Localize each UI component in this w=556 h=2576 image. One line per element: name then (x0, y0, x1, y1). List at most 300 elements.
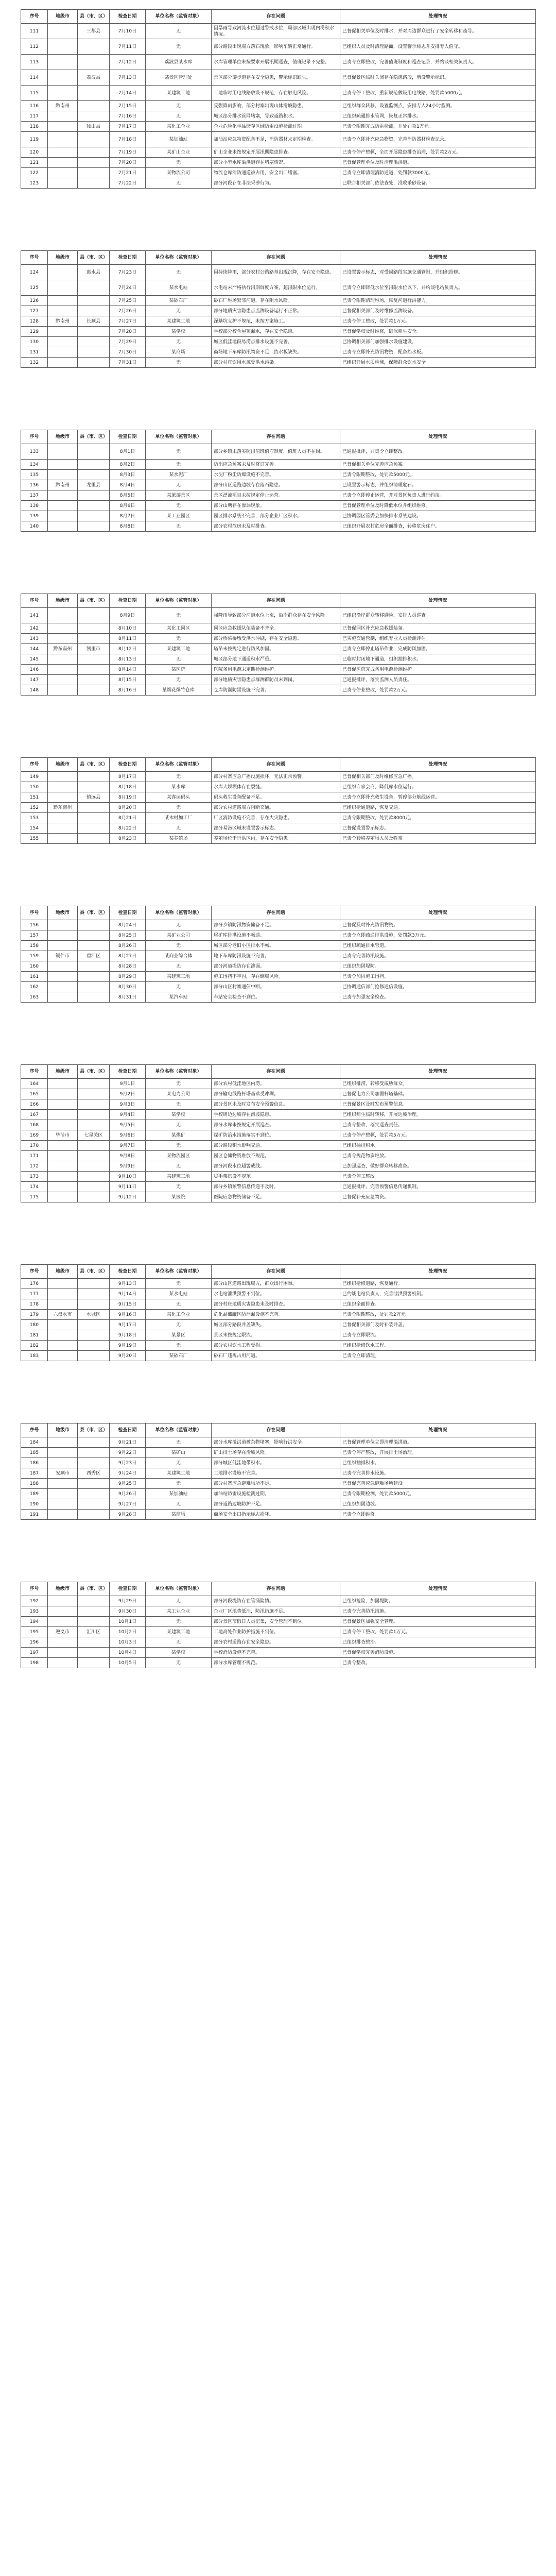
cell-city: 黔东南州 (48, 803, 78, 813)
column-header-unit: 单位名称（监管对象） (146, 906, 212, 920)
table-section (21, 1264, 535, 1361)
column-header-date: 检查日期 (110, 594, 146, 608)
table-row (21, 834, 536, 844)
cell-issue: 部分山塘存在渗漏现象。 (212, 501, 340, 511)
column-header-unit: 单位名称（监管对象） (146, 10, 212, 24)
cell-result: 已责令立即清理。 (340, 1351, 536, 1361)
cell-result: 已组织加固堤防。 (340, 961, 536, 972)
cell-county: 碧江区 (78, 951, 110, 961)
table-row (21, 265, 536, 280)
cell-issue: 因持续降雨，部分农村公路路基出现沉降，存在安全隐患。 (212, 265, 340, 280)
cell-city (48, 1330, 78, 1341)
cell-unit: 某工业企业 (146, 1606, 212, 1617)
cell-no: 154 (21, 823, 48, 834)
table-row (21, 1617, 536, 1627)
cell-date: 9月27日 (110, 1499, 146, 1510)
cell-no: 165 (21, 1089, 48, 1099)
inspection-table (21, 250, 536, 368)
cell-result: 已组织抢险，加固堤防。 (340, 1596, 536, 1606)
cell-county (78, 1182, 110, 1192)
table-row (21, 1310, 536, 1320)
table-row (21, 941, 536, 951)
table-section (21, 1064, 535, 1202)
cell-result: 已督促设置警示标志。 (340, 823, 536, 834)
cell-county (78, 823, 110, 834)
table-header-row (21, 906, 536, 920)
cell-county (78, 1192, 110, 1202)
cell-unit: 某旅游景区 (146, 490, 212, 501)
table-row (21, 823, 536, 834)
cell-result: 已责令立即补充救生设备，暂停部分航线运营。 (340, 792, 536, 803)
cell-date: 8月16日 (110, 685, 146, 696)
column-header-issue: 存在问题 (212, 906, 340, 920)
table-row (21, 1182, 536, 1192)
cell-result: 已组织师生临时转移，开展边坡治理。 (340, 1110, 536, 1120)
cell-no: 177 (21, 1289, 48, 1299)
cell-date: 8月24日 (110, 920, 146, 930)
cell-issue: 受强降雨影响，部分村寨出现山体滑坡隐患。 (212, 101, 340, 111)
cell-city (48, 634, 78, 644)
cell-city (48, 941, 78, 951)
cell-county (78, 1606, 110, 1617)
column-header-issue: 存在问题 (212, 10, 340, 24)
cell-issue: 部分农村危房未及时排查。 (212, 521, 340, 532)
cell-unit: 无 (146, 1279, 212, 1289)
column-header-unit: 单位名称（监管对象） (146, 251, 212, 265)
cell-date: 8月9日 (110, 608, 146, 623)
table-row (21, 951, 536, 961)
column-header-unit: 单位名称（监管对象） (146, 1265, 212, 1279)
cell-issue: 工地高处作业防护措施不到位。 (212, 1627, 340, 1637)
column-header-no: 序号 (21, 758, 48, 772)
table-row (21, 1596, 536, 1606)
cell-date: 7月14日 (110, 86, 146, 101)
cell-issue: 强降雨导致部分河道水位上涨，沿岸群众存在安全风险。 (212, 608, 340, 623)
cell-city (48, 772, 78, 782)
cell-issue: 深基坑支护不规范，未按方案施工。 (212, 316, 340, 327)
cell-issue: 学校部分校舍屋顶漏水，存在安全隐患。 (212, 327, 340, 337)
cell-date: 9月3日 (110, 1099, 146, 1110)
cell-no: 132 (21, 358, 48, 368)
cell-county: 凯里市 (78, 644, 110, 654)
cell-unit: 无 (146, 982, 212, 992)
cell-result: 已督促管理单位及时降低水位并组织维修。 (340, 501, 536, 511)
cell-county (78, 101, 110, 111)
cell-date: 9月18日 (110, 1330, 146, 1341)
cell-unit: 无 (146, 460, 212, 470)
cell-no: 126 (21, 296, 48, 306)
table-row (21, 122, 536, 132)
cell-date: 7月15日 (110, 101, 146, 111)
cell-city (48, 608, 78, 623)
column-header-result: 处理情况 (340, 430, 536, 444)
table-row (21, 1458, 536, 1468)
table-row (21, 1448, 536, 1458)
cell-no: 162 (21, 982, 48, 992)
inspection-table (21, 594, 536, 696)
cell-city (48, 1320, 78, 1330)
cell-date: 7月18日 (110, 132, 146, 147)
cell-no: 182 (21, 1341, 48, 1351)
cell-date: 9月13日 (110, 1279, 146, 1289)
cell-city: 安顺市 (48, 1468, 78, 1479)
cell-city (48, 1648, 78, 1658)
cell-no: 167 (21, 1110, 48, 1120)
cell-date: 8月5日 (110, 490, 146, 501)
cell-county (78, 1089, 110, 1099)
column-header-city: 地级市 (48, 758, 78, 772)
column-header-county: 县（市、区） (78, 906, 110, 920)
cell-result: 已责令限期整改，处罚款5000元。 (340, 470, 536, 480)
cell-unit: 无 (146, 675, 212, 685)
cell-county (78, 1479, 110, 1489)
cell-issue: 防汛应急预案未及时修订完善。 (212, 460, 340, 470)
cell-result: 已督促相关部门及时补装井盖。 (340, 1320, 536, 1330)
cell-issue: 加油站防雷设施检测过期。 (212, 1489, 340, 1499)
cell-issue: 部分城区低洼地带积水。 (212, 1458, 340, 1468)
cell-result: 已通报批评，落实监测人员责任。 (340, 675, 536, 685)
cell-county: 惠水县 (78, 265, 110, 280)
cell-county (78, 1110, 110, 1120)
cell-result: 已组织全面排查。 (340, 1299, 536, 1310)
column-header-county: 县（市、区） (78, 1265, 110, 1279)
column-header-date: 检查日期 (110, 906, 146, 920)
table-row (21, 1351, 536, 1361)
column-header-city: 地级市 (48, 1065, 78, 1079)
cell-no: 155 (21, 834, 48, 844)
table-row (21, 1110, 536, 1120)
cell-city (48, 1437, 78, 1448)
cell-result: 已责令停产整顿，处罚款5万元。 (340, 1130, 536, 1141)
table-row (21, 358, 536, 368)
cell-city (48, 1510, 78, 1520)
table-section (21, 250, 535, 368)
cell-no: 191 (21, 1510, 48, 1520)
cell-issue: 城区部分地下通道积水严重。 (212, 654, 340, 665)
cell-result: 已组织群众转移，设置监测点，安排专人24小时监测。 (340, 101, 536, 111)
column-header-unit: 单位名称（监管对象） (146, 594, 212, 608)
cell-county (78, 1510, 110, 1520)
cell-unit: 无 (146, 654, 212, 665)
column-header-issue: 存在问题 (212, 251, 340, 265)
cell-date: 9月9日 (110, 1161, 146, 1172)
cell-unit: 无 (146, 1099, 212, 1110)
table-row (21, 813, 536, 823)
cell-no: 187 (21, 1468, 48, 1479)
column-header-result: 处理情况 (340, 1423, 536, 1437)
cell-result: 已组织专家会商，降低库水位运行。 (340, 782, 536, 792)
cell-date: 9月8日 (110, 1151, 146, 1161)
table-row (21, 1606, 536, 1617)
inspection-table (21, 430, 536, 532)
cell-county: 水城区 (78, 1310, 110, 1320)
cell-no: 147 (21, 675, 48, 685)
column-header-unit: 单位名称（监管对象） (146, 1065, 212, 1079)
cell-issue: 施工围挡不牢固，存在倒塌风险。 (212, 972, 340, 982)
cell-date: 8月8日 (110, 521, 146, 532)
cell-unit: 无 (146, 1161, 212, 1172)
column-header-city: 地级市 (48, 251, 78, 265)
column-header-issue: 存在问题 (212, 594, 340, 608)
cell-date: 8月17日 (110, 772, 146, 782)
cell-no: 142 (21, 623, 48, 634)
cell-date: 9月24日 (110, 1468, 146, 1479)
cell-date: 8月21日 (110, 813, 146, 823)
cell-city (48, 122, 78, 132)
cell-unit: 某学校 (146, 327, 212, 337)
column-header-county: 县（市、区） (78, 1582, 110, 1596)
cell-no: 184 (21, 1437, 48, 1448)
cell-result: 已责令完善排水设施。 (340, 1468, 536, 1479)
cell-issue: 医院应急物资储备不足。 (212, 1192, 340, 1202)
table-row (21, 1161, 536, 1172)
cell-date: 9月12日 (110, 1192, 146, 1202)
cell-unit: 某水库 (146, 782, 212, 792)
table-row (21, 1279, 536, 1289)
cell-unit: 无 (146, 24, 212, 39)
cell-date: 9月2日 (110, 1089, 146, 1099)
cell-county (78, 1351, 110, 1361)
cell-issue: 水库大坝坝体存在裂缝。 (212, 782, 340, 792)
column-header-county: 县（市、区） (78, 1423, 110, 1437)
cell-issue: 城区低洼地段易涝点排水设施不完善。 (212, 337, 340, 347)
cell-issue: 景区部分游步道存在安全隐患，警示标识缺失。 (212, 70, 340, 86)
cell-county (78, 1151, 110, 1161)
table-row (21, 1089, 536, 1099)
table-row (21, 327, 536, 337)
cell-result: 已设置警示标志，并组织清理危石。 (340, 480, 536, 490)
cell-no: 148 (21, 685, 48, 696)
cell-no: 139 (21, 511, 48, 521)
cell-city (48, 813, 78, 823)
cell-county (78, 501, 110, 511)
cell-issue: 景区漂流项目未按规定停止运营。 (212, 490, 340, 501)
cell-city (48, 1192, 78, 1202)
column-header-result: 处理情况 (340, 251, 536, 265)
cell-date: 9月25日 (110, 1479, 146, 1489)
table-row (21, 961, 536, 972)
cell-unit: 某水电站 (146, 280, 212, 296)
cell-county (78, 623, 110, 634)
cell-unit: 无 (146, 1617, 212, 1627)
cell-no: 114 (21, 70, 48, 86)
cell-result: 已责令整改。 (340, 1658, 536, 1668)
table-row (21, 1099, 536, 1110)
cell-no: 169 (21, 1130, 48, 1141)
cell-county (78, 444, 110, 460)
cell-issue: 地下车库防汛设施不完善。 (212, 951, 340, 961)
cell-no: 127 (21, 306, 48, 316)
table-row (21, 132, 536, 147)
cell-city (48, 501, 78, 511)
cell-issue: 部分乡镇未落实防汛值班值守制度，值班人员不在岗。 (212, 444, 340, 460)
cell-county (78, 1289, 110, 1299)
cell-unit: 无 (146, 501, 212, 511)
cell-no: 134 (21, 460, 48, 470)
cell-date: 8月18日 (110, 782, 146, 792)
cell-unit: 某化工企业 (146, 1310, 212, 1320)
cell-no: 160 (21, 961, 48, 972)
cell-unit: 无 (146, 1437, 212, 1448)
cell-county (78, 1458, 110, 1468)
cell-unit: 无 (146, 39, 212, 55)
column-header-unit: 单位名称（监管对象） (146, 430, 212, 444)
cell-no: 196 (21, 1637, 48, 1648)
cell-city (48, 24, 78, 39)
cell-result: 已责令停工整改，处罚款1万元。 (340, 1627, 536, 1637)
table-row (21, 803, 536, 813)
cell-issue: 部分水库未按规定开展巡查。 (212, 1120, 340, 1130)
table-row (21, 685, 536, 696)
cell-no: 174 (21, 1182, 48, 1192)
cell-result: 已督促景区加强安全管理。 (340, 1617, 536, 1627)
cell-city (48, 834, 78, 844)
column-header-date: 检查日期 (110, 1423, 146, 1437)
cell-date: 8月31日 (110, 992, 146, 1003)
cell-date: 8月23日 (110, 834, 146, 844)
cell-result: 已责令立即降低水位至汛限水位以下，并约谈电站负责人。 (340, 280, 536, 296)
cell-result: 已督促管理单位立即清理溢洪道。 (340, 1437, 536, 1448)
cell-no: 129 (21, 327, 48, 337)
cell-county: 独山县 (78, 122, 110, 132)
cell-city (48, 147, 78, 158)
cell-unit: 无 (146, 521, 212, 532)
cell-county (78, 111, 110, 122)
cell-city (48, 1079, 78, 1089)
cell-unit: 某汽车站 (146, 992, 212, 1003)
cell-date: 8月30日 (110, 982, 146, 992)
cell-result: 已督促管理单位及时清理溢洪道。 (340, 158, 536, 168)
table-row (21, 992, 536, 1003)
cell-unit: 某水电站 (146, 1289, 212, 1299)
cell-city (48, 1151, 78, 1161)
cell-no: 121 (21, 158, 48, 168)
cell-county (78, 1141, 110, 1151)
cell-date: 9月7日 (110, 1141, 146, 1151)
column-header-result: 处理情况 (340, 906, 536, 920)
column-header-issue: 存在问题 (212, 1265, 340, 1279)
cell-county (78, 992, 110, 1003)
cell-date: 8月22日 (110, 823, 146, 834)
cell-city (48, 178, 78, 189)
cell-issue: 部分山区道路出现塌方，群众出行困难。 (212, 1279, 340, 1289)
cell-county (78, 675, 110, 685)
table-row (21, 168, 536, 178)
table-row (21, 930, 536, 941)
cell-city: 黔南州 (48, 316, 78, 327)
table-row (21, 1120, 536, 1130)
cell-city (48, 654, 78, 665)
cell-date: 9月17日 (110, 1320, 146, 1330)
cell-unit: 某医院 (146, 665, 212, 675)
cell-issue: 部分输电线路杆塔基础受冲刷。 (212, 1089, 340, 1099)
table-section (21, 9, 535, 189)
cell-no: 197 (21, 1648, 48, 1658)
cell-result: 已责令立即停止塔吊作业，完成防风加固。 (340, 644, 536, 654)
cell-county (78, 470, 110, 480)
table-row (21, 480, 536, 490)
table-row (21, 39, 536, 55)
column-header-city: 地级市 (48, 1582, 78, 1596)
cell-city (48, 961, 78, 972)
cell-no: 153 (21, 813, 48, 823)
cell-no: 163 (21, 992, 48, 1003)
cell-result: 已责令停业整改，处罚款2万元。 (340, 685, 536, 696)
table-row (21, 1151, 536, 1161)
table-row (21, 1299, 536, 1310)
cell-date: 9月28日 (110, 1510, 146, 1520)
cell-city (48, 1279, 78, 1289)
cell-no: 141 (21, 608, 48, 623)
cell-city (48, 347, 78, 358)
cell-result: 已责令限期检测，处罚款5000元。 (340, 1489, 536, 1499)
inspection-table (21, 1582, 536, 1668)
cell-result: 已组织沿岸群众转移避险，安排人员巡查。 (340, 608, 536, 623)
table-row (21, 1637, 536, 1648)
cell-date: 7月28日 (110, 327, 146, 337)
cell-county (78, 982, 110, 992)
cell-issue: 部分农村道路存在安全隐患。 (212, 1637, 340, 1648)
cell-no: 130 (21, 337, 48, 347)
cell-issue: 部分易涝区域未设置警示标志。 (212, 823, 340, 834)
cell-no: 175 (21, 1192, 48, 1202)
column-header-no: 序号 (21, 251, 48, 265)
cell-issue: 学校消防设施不完善。 (212, 1648, 340, 1658)
cell-no: 133 (21, 444, 48, 460)
table-row (21, 982, 536, 992)
cell-issue: 尾矿库排洪设施不畅通。 (212, 930, 340, 941)
column-header-date: 检查日期 (110, 10, 146, 24)
cell-county (78, 347, 110, 358)
table-row (21, 1499, 536, 1510)
cell-no: 157 (21, 930, 48, 941)
cell-result: 已组织抢修道路，恢复通行。 (340, 1279, 536, 1289)
table-row (21, 316, 536, 327)
inspection-table (21, 1423, 536, 1520)
cell-county (78, 158, 110, 168)
column-header-city: 地级市 (48, 594, 78, 608)
column-header-date: 检查日期 (110, 251, 146, 265)
cell-county (78, 608, 110, 623)
cell-date: 9月4日 (110, 1110, 146, 1120)
column-header-county: 县（市、区） (78, 430, 110, 444)
cell-unit: 某养殖场 (146, 834, 212, 844)
table-row (21, 665, 536, 675)
cell-county (78, 634, 110, 644)
cell-issue: 部分农村低洼地区内涝。 (212, 1079, 340, 1089)
cell-issue: 企业危险化学品储存区域防雷设施检测过期。 (212, 122, 340, 132)
cell-issue: 部分河段水位超警戒线。 (212, 1161, 340, 1172)
cell-unit: 无 (146, 1141, 212, 1151)
cell-city (48, 265, 78, 280)
cell-result: 已督促电力公司加固杆塔基础。 (340, 1089, 536, 1099)
cell-date: 8月28日 (110, 961, 146, 972)
table-row (21, 55, 536, 70)
column-header-no: 序号 (21, 594, 48, 608)
cell-city: 毕节市 (48, 1130, 78, 1141)
column-header-city: 地级市 (48, 430, 78, 444)
cell-no: 123 (21, 178, 48, 189)
column-header-no: 序号 (21, 1065, 48, 1079)
cell-county (78, 1299, 110, 1310)
cell-unit: 无 (146, 1479, 212, 1489)
cell-date: 8月10日 (110, 623, 146, 634)
table-header-row (21, 1423, 536, 1437)
cell-unit: 无 (146, 1637, 212, 1648)
cell-unit: 某医院 (146, 1192, 212, 1202)
table-row (21, 1510, 536, 1520)
column-header-city: 地级市 (48, 1423, 78, 1437)
